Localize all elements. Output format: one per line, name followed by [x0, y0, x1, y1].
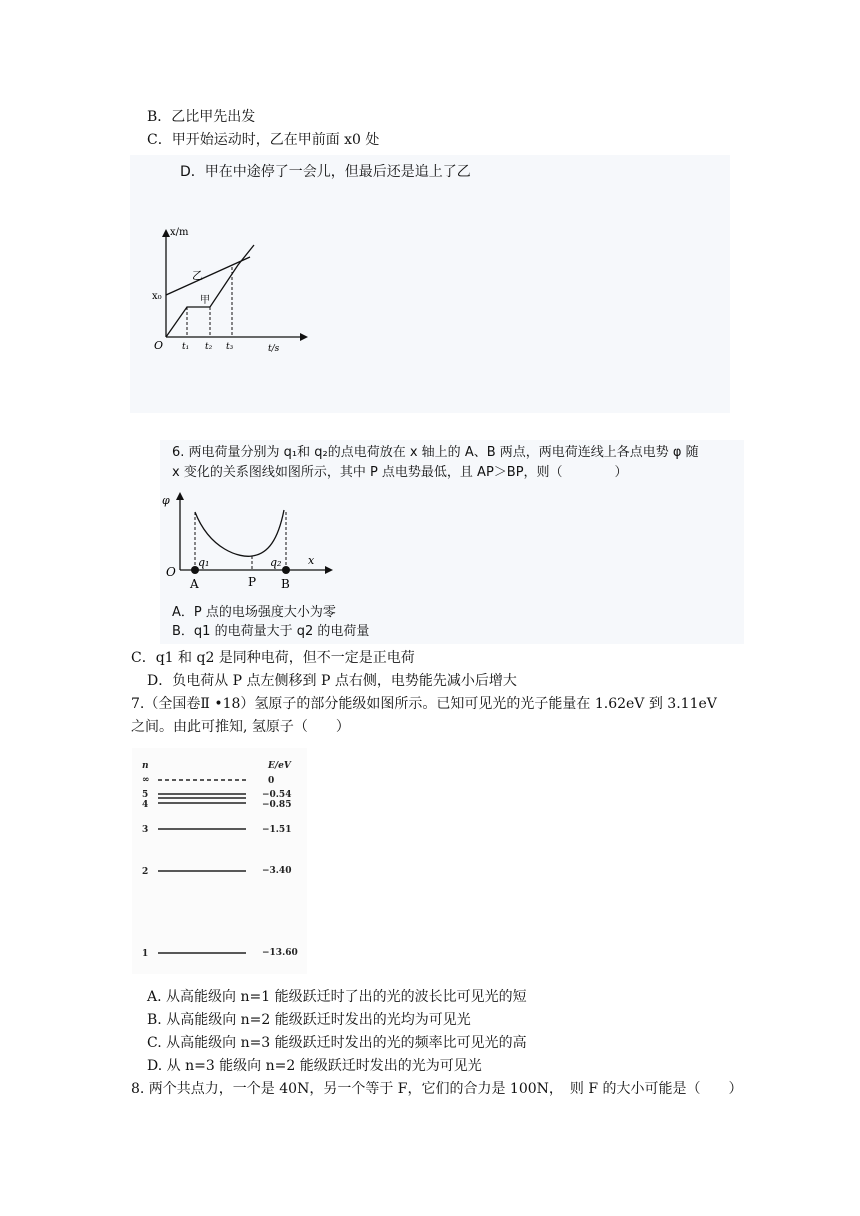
q6-y-axis-label: φ [162, 494, 170, 507]
q7-option-b: B. 从高能级向 n=2 能级跃迁时发出的光均为可见光 [147, 1012, 471, 1028]
q6-stem-line2: x 变化的关系图线如图所示，其中 P 点电势最低，且 AP＞BP，则（ ） [172, 465, 628, 480]
q6-panel [160, 440, 744, 644]
q6-option-b: B．q1 的电荷量大于 q2 的电荷量 [172, 624, 370, 639]
q7-level-3-e: −1.51 [262, 825, 292, 835]
q7-level-1-n: 1 [142, 949, 149, 959]
q7-level-inf-e: 0 [268, 776, 275, 786]
q7-stem-line1: 7.（全国卷Ⅱ •18）氢原子的部分能级如图所示。已知可见光的光子能量在 1.62eV 到 3.11eV [131, 696, 717, 712]
q7-level-4-e: −0.85 [262, 800, 292, 810]
q7-option-d: D. 从 n=3 能级向 n=2 能级跃迁时发出的光为可见光 [147, 1058, 482, 1074]
q5-xt-graph [150, 225, 310, 355]
q7-level-2-e: −3.40 [262, 866, 292, 876]
q6-x-axis-label: x [308, 554, 315, 567]
q7-n-header: n [142, 761, 149, 771]
q7-level-inf-n: ∞ [142, 775, 150, 785]
q5-x0-label: x₀ [152, 291, 162, 302]
q6-option-a: A．P 点的电场强度大小为零 [172, 605, 336, 620]
q6-a-label: A [190, 577, 199, 591]
q5-option-c: C．甲开始运动时，乙在甲前面 x0 处 [147, 132, 380, 148]
q7-option-a: A. 从高能级向 n=1 能级跃迁时了出的光的波长比可见光的短 [147, 989, 527, 1005]
q7-energy-diagram [132, 748, 307, 974]
q7-level-5-e: −0.54 [262, 790, 292, 800]
q6-b-label: B [281, 577, 290, 591]
q6-stem-line1: 6. 两电荷量分别为 q₁和 q₂的点电荷放在 x 轴上的 A、B 两点，两电荷连线上各点电势 φ 随 [172, 445, 699, 460]
q7-option-c: C. 从高能级向 n=3 能级跃迁时发出的光的频率比可见光的高 [147, 1035, 527, 1051]
q5-option-d: D．甲在中途停了一会儿，但最后还是追上了乙 [180, 164, 471, 180]
q5-origin: O [154, 339, 164, 352]
q5-jia-label: 甲 [200, 295, 210, 306]
q7-level-2-n: 2 [142, 867, 149, 877]
q7-e-header: E/eV [268, 761, 291, 771]
q6-q1-label: q₁ [198, 556, 210, 569]
q8-stem: 8. 两个共点力，一个是 40N，另一个等于 F，它们的合力是 100N， 则 F 的大小可能是（ ） [131, 1081, 743, 1097]
q7-level-4-n: 4 [142, 800, 149, 810]
q6-p-label: P [248, 575, 257, 589]
q7-stem-line2: 之间。由此可推知, 氢原子（ ） [131, 719, 350, 735]
q5-option-b: B．乙比甲先出发 [147, 109, 256, 125]
q5-yi-label: 乙 [192, 269, 203, 282]
q5-y-axis-label: x/m [170, 227, 189, 238]
q6-q2-label: q₂ [270, 556, 282, 569]
q6-option-d: D．负电荷从 P 点左侧移到 P 点右侧，电势能先减小后增大 [147, 673, 517, 689]
q5-x-axis-label: t/s [268, 344, 280, 354]
q5-t3-label: t₃ [226, 342, 234, 352]
q5-t1-label: t₁ [182, 342, 190, 352]
q5-t2-label: t₂ [205, 342, 213, 352]
q7-level-1-e: −13.60 [262, 948, 298, 958]
q7-level-3-n: 3 [142, 825, 149, 835]
q6-origin: O [166, 565, 176, 579]
q6-option-c: C．q1 和 q2 是同种电荷，但不一定是正电荷 [131, 650, 415, 666]
q7-energy-svg [132, 748, 307, 974]
q6-potential-graph [160, 490, 340, 595]
q7-level-5-n: 5 [142, 790, 149, 800]
q5-panel [130, 155, 730, 413]
